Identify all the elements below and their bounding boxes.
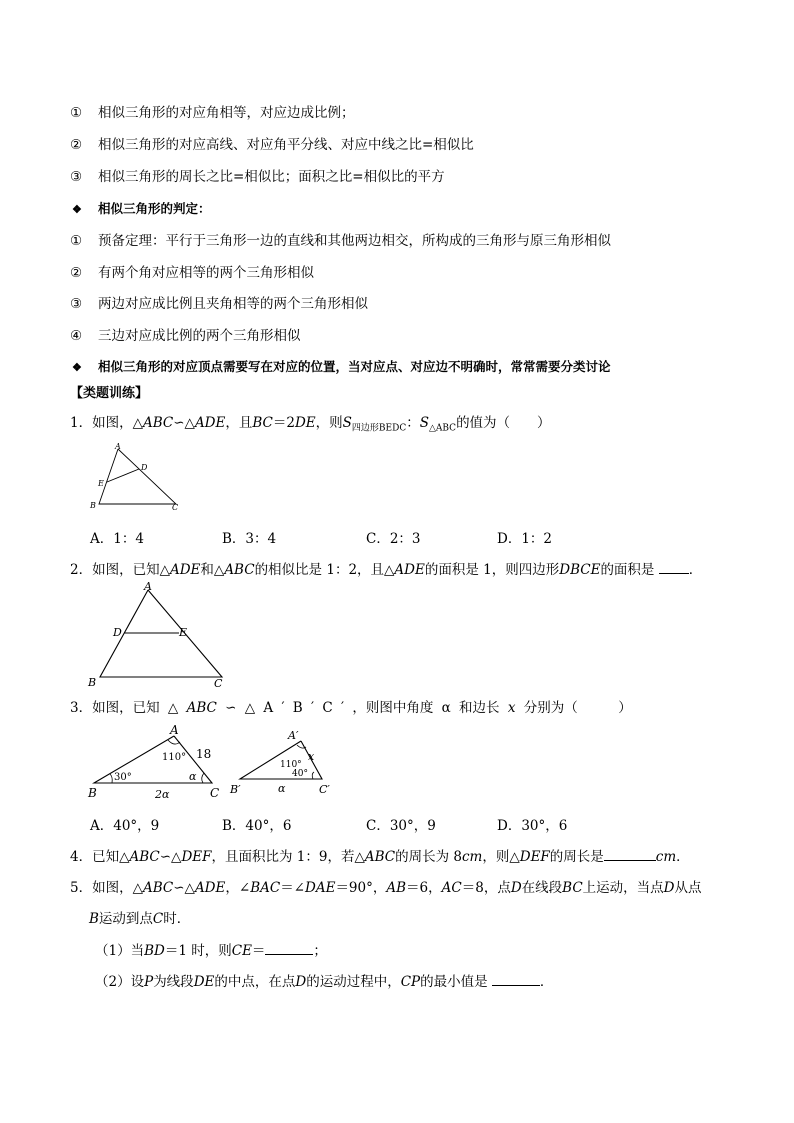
q3-label-c: C <box>210 786 220 800</box>
q2-label-b: B <box>88 676 97 689</box>
q3-angle-b-label: 30° <box>114 772 132 783</box>
q1-option-d[interactable]: D．1：2 <box>497 531 553 547</box>
q2-triangle-figure <box>86 580 236 690</box>
question-5: 5．如图，△ABC∽△ADE，∠BAC＝∠DAE＝90°，AB＝6，AC＝8，点D在线段BC上运动，当点D从点 <box>70 880 702 896</box>
property-1 <box>70 101 355 121</box>
bullet-text: 相似三角形的对应顶点需要写在对应的位置，当对应点、对应边不明确时，常常需要分类讨论 <box>98 359 611 374</box>
q1-label-b: B <box>90 501 96 510</box>
circled-number: ① <box>70 105 83 121</box>
q1-label-a: A <box>115 442 121 451</box>
q5-sub2-answer-blank[interactable] <box>492 973 540 986</box>
q3-base-alpha-label: α <box>278 782 286 795</box>
q3-label-b1: B′ <box>230 783 241 796</box>
q3-option-d[interactable]: D．30°，6 <box>497 818 568 834</box>
q3-option-c[interactable]: C．30°，9 <box>366 818 436 834</box>
q5-sub1-answer-blank[interactable] <box>265 942 313 955</box>
q2-label-d: D <box>113 626 122 639</box>
judgement-text: 两边对应成比例且夹角相等的两个三角形相似 <box>98 296 368 312</box>
q4-answer-blank[interactable] <box>604 848 656 861</box>
q3-angle-b-arc <box>110 774 112 783</box>
property-3 <box>70 165 445 185</box>
q3-side-x-label: x <box>308 750 315 763</box>
judgement-2 <box>70 261 314 281</box>
q3-angle-c1-label: 40° <box>292 769 308 779</box>
q1-label-c: C <box>172 503 179 512</box>
q2-answer-blank[interactable] <box>659 561 689 574</box>
q2-label-c: C <box>214 677 223 690</box>
q3-label-a1: A′ <box>288 729 299 742</box>
question-3: 3．如图，已知 △ ABC ∽ △ A ′ B ′ C ′ ，则图中角度 α 和边长 x 分别为（ ） <box>70 700 632 716</box>
diamond-bullet-icon: ❖ <box>72 361 82 374</box>
circled-number: ① <box>70 233 83 249</box>
q1-triangle-abc <box>99 449 176 504</box>
judgement-text: 三边对应成比例的两个三角形相似 <box>98 328 301 344</box>
q1-label-e: E <box>98 479 104 488</box>
section-title: 【类题训练】 <box>70 386 149 401</box>
bullet-judgement <box>72 199 211 217</box>
q3-angle-c1-arc <box>312 772 314 779</box>
diamond-bullet-icon: ❖ <box>72 203 82 216</box>
circled-number: ② <box>70 137 83 153</box>
q1-label-d: D <box>141 463 148 472</box>
q3-angle-a-label: 110° <box>162 752 187 763</box>
q1-triangle-figure <box>86 440 186 512</box>
q3-angle-c-arc <box>202 773 204 783</box>
bullet-correspondence <box>72 357 611 375</box>
question-4: 4．已知△ABC∽△DEF，且面积比为 1：9，若△ABC的周长为 8cm，则△DEF的周长是 cm． <box>70 849 690 865</box>
property-text: 相似三角形的对应角相等，对应边成比例； <box>98 105 355 121</box>
property-text: 相似三角形的周长之比=相似比；面积之比=相似比的平方 <box>98 169 445 185</box>
q3-option-a[interactable]: A．40°，9 <box>90 818 160 834</box>
property-2 <box>70 133 474 153</box>
q3-angle-a1-label: 110° <box>280 760 302 770</box>
judgement-1 <box>70 229 611 249</box>
q1-segment-de <box>107 469 139 482</box>
q3-label-a: A <box>170 723 179 737</box>
circled-number: ② <box>70 265 83 281</box>
question-5-sub-2: （2）设P为线段DE的中点，在点D的运动过程中，CP的最小值是 ． <box>95 974 554 990</box>
q3-label-c1: C′ <box>319 783 330 796</box>
question-2: 2．如图，已知△ADE和△ABC的相似比是 1：2，且△ADE的面积是 1，则四边形DBCE的面积是 ． <box>70 562 703 578</box>
property-text: 相似三角形的对应高线、对应角平分线、对应中线之比=相似比 <box>98 137 474 153</box>
q3-alpha-label: α <box>189 770 197 783</box>
q3-option-b[interactable]: B．40°，6 <box>222 818 292 834</box>
q3-base-label: 2α <box>155 788 170 801</box>
q2-label-e: E <box>179 626 188 639</box>
q3-side-label: 18 <box>196 747 212 761</box>
judgement-4 <box>70 324 301 344</box>
judgement-text: 有两个角对应相等的两个三角形相似 <box>98 265 314 281</box>
q3-triangle-abc-figure <box>86 718 228 802</box>
q1-option-c[interactable]: C．2：3 <box>366 531 421 547</box>
q1-option-b[interactable]: B．3：4 <box>222 531 277 547</box>
bullet-text: 相似三角形的判定： <box>98 201 211 216</box>
judgement-text: 预备定理：平行于三角形一边的直线和其他两边相交，所构成的三角形与原三角形相似 <box>98 233 611 249</box>
question-1: 1．如图，△ABC∽△ADE，且BC＝2DE，则$S_{四边形BEDC}$：$S_{\triangle ABC}$的值为（ ） <box>70 415 551 434</box>
circled-number: ③ <box>70 169 83 185</box>
q3-label-b: B <box>88 786 97 800</box>
question-5-sub-1: （1）当BD＝1 时，则CE＝ ； <box>95 943 327 959</box>
q2-label-a: A <box>144 580 152 593</box>
circled-number: ③ <box>70 296 83 312</box>
q3-triangle-a1b1c1-figure <box>228 718 348 800</box>
question-5-line-2: B运动到点C时． <box>89 911 191 927</box>
q1-option-a[interactable]: A．1：4 <box>90 531 144 547</box>
circled-number: ④ <box>70 328 83 344</box>
judgement-3 <box>70 292 368 312</box>
